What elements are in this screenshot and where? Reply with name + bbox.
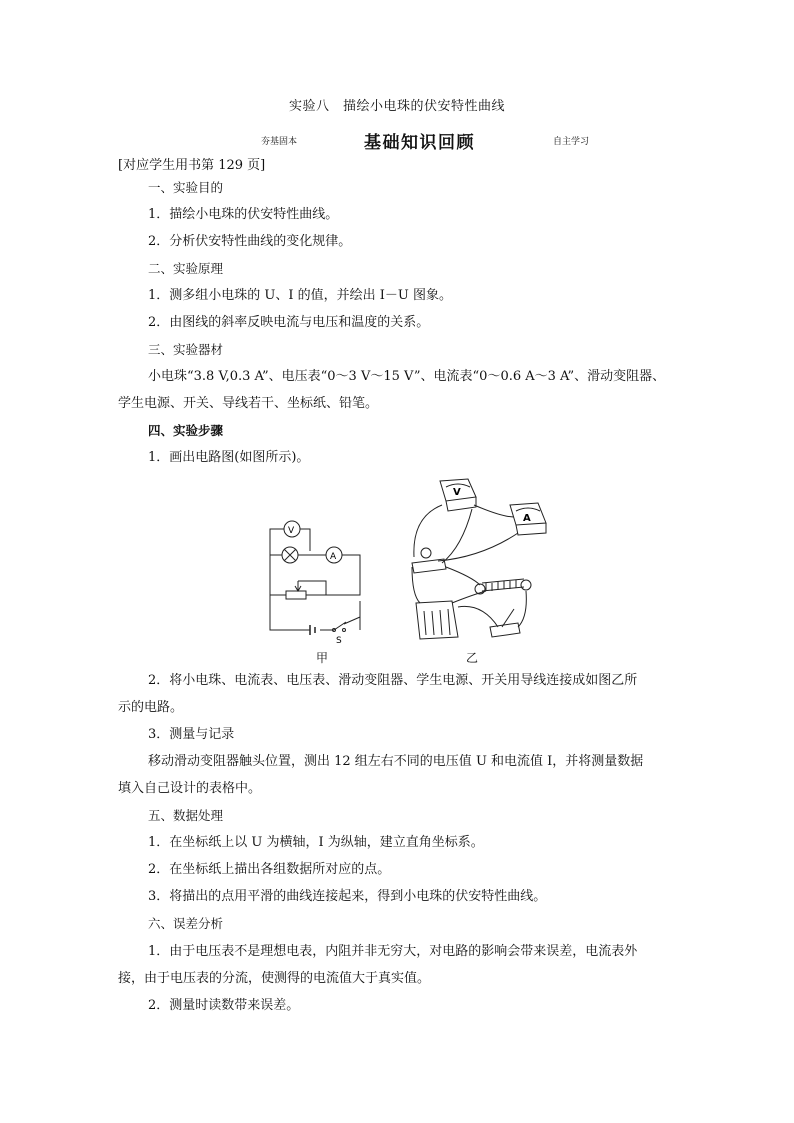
circuit-figure <box>262 477 572 665</box>
section-heading-purpose: 一、实验目的 <box>148 180 224 195</box>
lead-wire <box>414 505 514 563</box>
section-banner <box>0 128 794 152</box>
ammeter-face-label: A <box>523 513 531 524</box>
section-heading-data: 五、数据处理 <box>148 808 224 823</box>
text-line: 2．将小电珠、电流表、电压表、滑动变阻器、学生电源、开关用导线连接成如图乙所 <box>148 673 638 688</box>
text-line: 1．在坐标纸上以 U 为横轴，I 为纵轴，建立直角坐标系。 <box>148 835 484 850</box>
page-title: 实验八 描绘小电珠的伏安特性曲线 <box>288 99 505 114</box>
voltmeter-symbol-label: V <box>288 526 295 536</box>
text-line: 接，由于电压表的分流，使测得的电流值大于真实值。 <box>118 971 431 986</box>
rheostat-coil <box>482 579 524 591</box>
text-line: 1．测多组小电珠的 U、I 的值，并绘出 I－U 图象。 <box>148 288 452 303</box>
banner-right: 自主学习 <box>553 137 590 147</box>
wire <box>270 595 360 630</box>
text-line: 移动滑动变阻器触头位置，测出 12 组左右不同的电压值 U 和电流值 I，并将测量数据 <box>148 754 644 769</box>
text-line: 2．在坐标纸上描出各组数据所对应的点。 <box>148 862 391 877</box>
wire <box>270 547 282 555</box>
rheostat-symbol <box>286 591 306 599</box>
power-supply-body <box>416 601 458 639</box>
wire <box>298 581 326 595</box>
page-reference: [对应学生用书第 129 页] <box>118 158 266 173</box>
banner-left: 夯基固本 <box>261 137 298 147</box>
text-line: 1．描绘小电珠的伏安特性曲线。 <box>148 207 339 222</box>
text-line: 2．测量时读数带来误差。 <box>148 998 300 1013</box>
circuit-figure-svg <box>262 477 572 665</box>
rheostat-end <box>521 580 531 590</box>
figure-label-yi: 乙 <box>466 651 479 665</box>
text-line: 3．测量与记录 <box>148 727 235 742</box>
lamp-cross <box>284 549 296 561</box>
ammeter-symbol-label: A <box>330 552 337 562</box>
switch-label: S <box>336 636 342 646</box>
lead-wire <box>412 533 518 603</box>
section-heading-principle: 二、实验原理 <box>148 261 224 276</box>
ammeter-scale <box>516 508 540 511</box>
wire <box>300 529 310 551</box>
text-line: 2．分析伏安特性曲线的变化规律。 <box>148 234 352 249</box>
figure-label-jia: 甲 <box>316 651 329 665</box>
text-line: 1．由于电压表不是理想电表，内阻并非无穷大，对电路的影响会带来误差，电流表外 <box>148 944 638 959</box>
text-line: 示的电路。 <box>118 700 184 715</box>
voltmeter-face-label: V <box>453 487 461 498</box>
text-line: 2．由图线的斜率反映电流与电压和温度的关系。 <box>148 315 430 330</box>
section-heading-steps: 四、实验步骤 <box>148 423 224 438</box>
wire <box>270 555 286 595</box>
lead-wire <box>452 591 526 627</box>
wire <box>270 529 284 547</box>
switch-base <box>490 623 520 637</box>
text-line: 1．画出电路图(如图所示)。 <box>148 450 310 465</box>
text-line: 小电珠“3.8 V,0.3 A”、电压表“0～3 V～15 V”、电流表“0～0.6 A～3 A”、滑动变阻器、 <box>148 369 666 384</box>
switch-contact <box>343 629 346 632</box>
banner-title: 基础知识回顾 <box>364 133 475 153</box>
section-heading-error: 六、误差分析 <box>148 916 224 931</box>
rheostat-slider <box>295 581 301 591</box>
text-line: 学生电源、开关、导线若干、坐标纸、铅笔。 <box>118 396 379 411</box>
lamp-bulb <box>421 548 431 558</box>
section-heading-equipment: 三、实验器材 <box>148 342 224 357</box>
battery-symbol <box>310 625 315 635</box>
text-line: 填入自己设计的表格中。 <box>118 781 262 796</box>
power-supply-cells <box>424 609 450 635</box>
text-line: 3．将描出的点用平滑的曲线连接起来，得到小电珠的伏安特性曲线。 <box>148 889 547 904</box>
